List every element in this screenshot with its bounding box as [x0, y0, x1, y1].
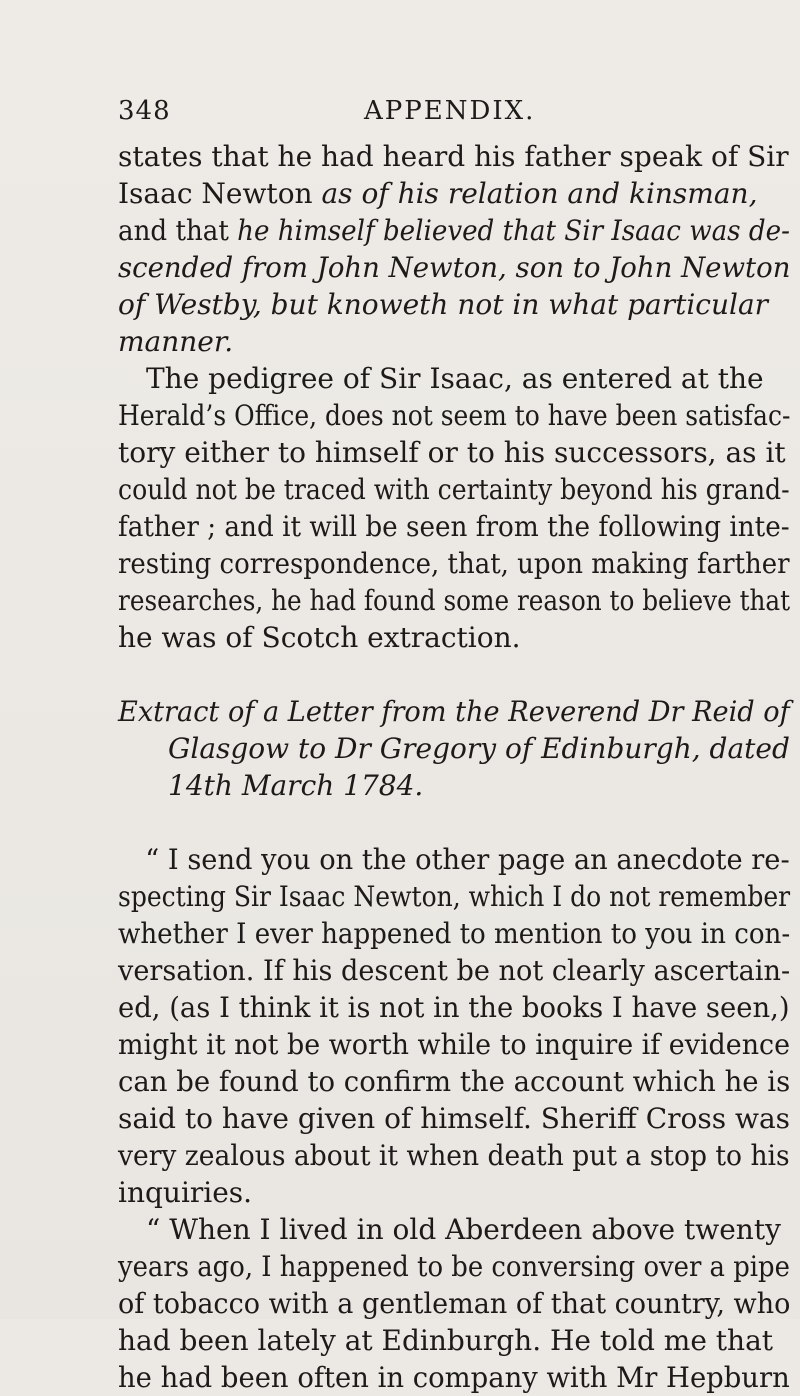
text-line — [118, 323, 798, 360]
paragraph-newton-kinsman — [118, 138, 798, 360]
text-line — [118, 286, 798, 323]
text-span: Isaac Newton — [118, 177, 322, 210]
text-line: inquiries. — [118, 1176, 253, 1209]
text-line: might it not be worth while to inquire if evidence — [118, 1028, 791, 1061]
italic-span: manner. — [118, 325, 234, 358]
text-line: Herald’s Office, does not seem to have been satisfac- — [118, 399, 791, 432]
text-span: and that — [118, 214, 238, 247]
text-line: researches, he had found some reason to believe that — [118, 584, 791, 617]
text-line — [118, 212, 790, 249]
letter-paragraph-aberdeen — [118, 1211, 798, 1396]
page-header — [118, 96, 718, 136]
text-line: very zealous about it when death put a stop to his — [118, 1139, 790, 1172]
text-line: father ; and it will be seen from the following inte- — [118, 510, 790, 543]
running-title: APPENDIX. — [364, 96, 536, 126]
text-line: he was of Scotch extraction. — [118, 621, 521, 654]
text-line: said to have given of himself. Sheriff Cross was — [118, 1102, 791, 1135]
text-line: “ When I lived in old Aberdeen above twenty — [146, 1213, 781, 1246]
italic-span: of Westby, but knoweth not in what particular — [118, 288, 769, 321]
text-line — [118, 249, 791, 286]
text-line: years ago, I happened to be conversing over a pipe — [118, 1250, 790, 1283]
text-line — [118, 175, 798, 212]
text-line: “ I send you on the other page an anecdote re- — [145, 843, 790, 876]
italic-span: scended from John Newton, son to John Newton — [118, 251, 791, 284]
italic-span: as of his relation and kinsman, — [321, 177, 758, 210]
text-line: whether I ever happened to mention to you in con- — [118, 917, 791, 950]
letter-paragraph-anecdote — [118, 841, 798, 1211]
text-line: had been lately at Edinburgh. He told me that — [118, 1324, 774, 1357]
extract-heading — [118, 693, 798, 804]
text-line: states that he had heard his father speak of Sir — [118, 140, 789, 173]
heading-line: Glasgow to Dr Gregory of Edinburgh, dated — [168, 732, 790, 765]
page-number: 348 — [118, 96, 171, 126]
text-line: versation. If his descent be not clearly ascertain- — [118, 954, 791, 987]
heading-line: Extract of a Letter from the Reverend Dr Reid of — [118, 695, 790, 728]
text-line: of tobacco with a gentleman of that country, who — [118, 1287, 791, 1320]
heading-line: 14th March 1784. — [168, 769, 424, 802]
body-text — [118, 138, 798, 1396]
text-line: he had been often in company with Mr Hepburn — [118, 1361, 790, 1394]
text-line: can be found to confirm the account which he is — [118, 1065, 791, 1098]
text-line: ed, (as I think it is not in the books I have seen,) — [118, 991, 790, 1024]
text-line: resting correspondence, that, upon making farther — [118, 547, 790, 580]
italic-span: he himself believed that Sir Isaac was de- — [237, 214, 790, 247]
text-line: The pedigree of Sir Isaac, as entered at the — [146, 362, 764, 395]
text-line: could not be traced with certainty beyond his grand- — [118, 473, 790, 506]
paragraph-pedigree — [118, 360, 798, 656]
text-line: specting Sir Isaac Newton, which I do not remember — [118, 880, 791, 913]
text-line: tory either to himself or to his successors, as it — [118, 436, 786, 469]
